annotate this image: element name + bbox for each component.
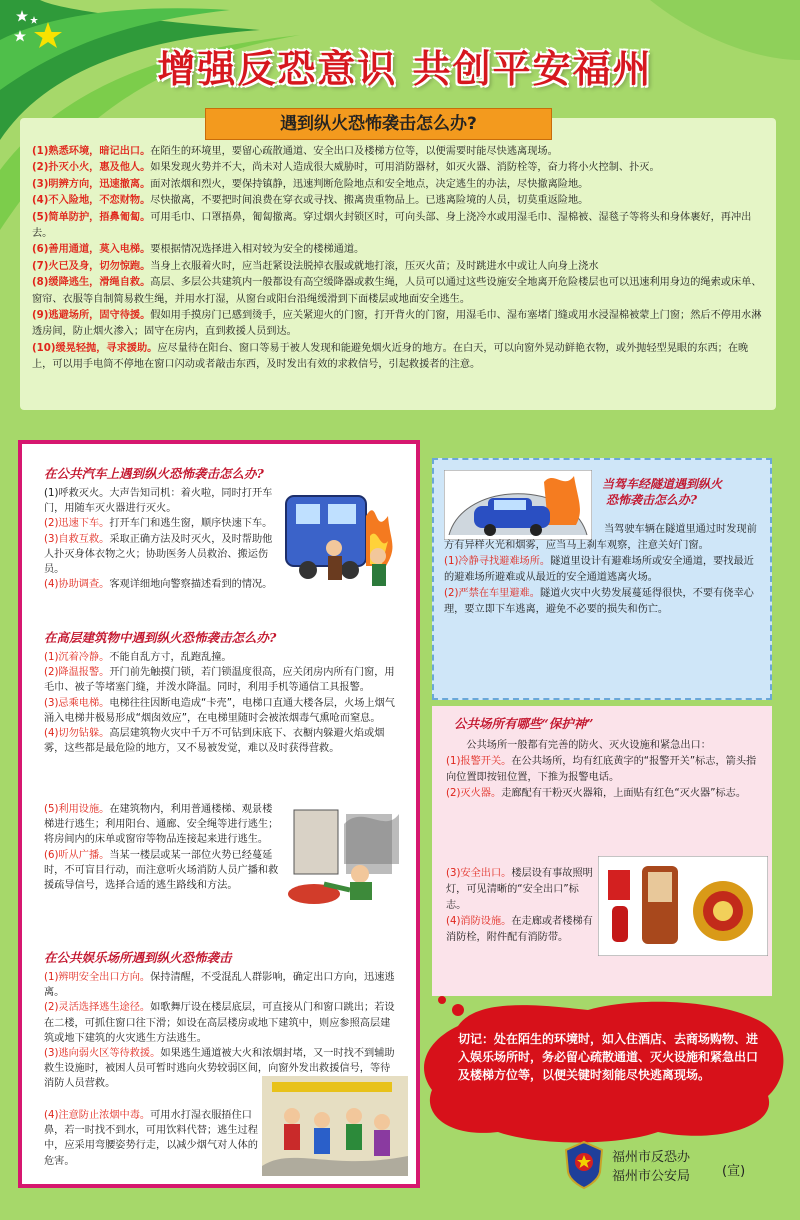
tunnel-list (444, 522, 764, 618)
crowd-escape-illustration (262, 1076, 408, 1176)
footer-org-1: 福州市反恐办 (612, 1150, 691, 1165)
top-list (32, 144, 768, 374)
top-item: (7)火已及身，切勿惊跑。当身上衣服着火时，应当赶紧设法脱掉衣服或就地打滚，压灭火苗；及时跳进水中或让人向身上浇水 (32, 260, 599, 272)
list-item: (2)迅速下车。打开车门和逃生窗，顺序快速下车。 (44, 518, 273, 530)
list-item: (4)协助调查。客观详细地向警察描述看到的情况。 (44, 579, 273, 591)
footer-suffix: (宣) (722, 1164, 746, 1179)
top-item: (9)逃避场所，固守待援。假如用手摸房门已感到烫手，应关紧迎火的门窗，打开背火的门窗，用湿毛巾、湿布塞堵门缝或用水浸湿棉被蒙上门窗；然后不停用水淋透房间，防止烟火渗入；固守在房内，直到救援人员到达。 (32, 310, 762, 338)
top-item: (4)不入险地，不恋财物。尽快撤离，不要把时间浪费在穿衣或寻找、搬离贵重物品上。已逃离险境的人员，切莫重返险地。 (32, 195, 589, 207)
highrise-section-title: 在高层建筑物中遇到纵火恐怖袭击怎么办? (44, 630, 277, 645)
entertainment-list-last (44, 1108, 264, 1169)
guardian-title: 公共场所有哪些“保护神” (454, 716, 594, 731)
reminder-text: 切记：处在陌生的环境时，如入住酒店、去商场购物、进入娱乐场所时，务必留心疏散通道、灭火设施和紧急出口及楼梯方位等，以便关键时刻能尽快逃离现场。 (458, 1032, 759, 1082)
guardian-list-top (446, 738, 762, 802)
top-item: (1)熟悉环境，暗记出口。在陌生的环境里，要留心疏散通道、安全出口及楼梯方位等，以便需要时能尽快逃离现场。 (32, 146, 558, 157)
list-item: (1)报警开关。在公共场所，均有红底黄字的“报警开关”标志，箭头指向位置即按钮位置，下推为报警电话。 (446, 756, 757, 783)
top-item: (3)明辨方向，迅速撤离。面对浓烟和烈火，要保持镇静，迅速判断危险地点和安全地点，决定逃生的办法，尽快撤离险地。 (32, 178, 589, 190)
guardian-list-bottom (446, 866, 598, 946)
entertainment-list-top (44, 970, 398, 1046)
guardian-intro: 公共场所一般都有完善的防火、灭火设施和紧急出口： (466, 740, 711, 751)
star-icon (30, 16, 38, 24)
top-item: (8)缓降逃生，滑绳自救。高层、多层公共建筑内一般都设有高空缓降器或救生绳，人员可以通过这些设施安全地离开危险楼层也可以迅速利用身边的绳索或床单、窗帘、衣服等自制简易救生绳，并用水打湿，从窗台或阳台沿绳缓滑到下面楼层或地面安全逃生。 (32, 277, 762, 305)
entertainment-section-title: 在公共娱乐场所遇到纵火恐怖袭击 (44, 950, 232, 965)
section-subtitle: 遇到纵火恐怖袭击怎么办? (205, 108, 552, 140)
tunnel-intro: 当驾驶车辆在隧道里通过时发现前方有异样火光和烟雾，应当马上刹车观察，注意关好门窗。 (444, 524, 757, 551)
list-item: (2)降温报警。开门前先触摸门锁，若门锁温度很高，应关闭房内所有门窗，用毛巾、被子等堵塞门缝，并泼水降温。同时，利用手机等通信工具报警。 (44, 667, 395, 694)
list-item: (3)安全出口。楼层设有事故照明灯，可见清晰的“安全出口”标志。 (446, 868, 593, 911)
police-badge-icon (562, 1140, 606, 1190)
list-item: (1)沉着冷静。不能自乱方寸，乱跑乱撞。 (44, 652, 232, 663)
top-item: (10)缓晃轻抛，寻求援助。应尽量待在阳台、窗口等易于被人发现和能避免烟火近身的地方。在白天，可以向窗外晃动鲜艳衣物，或外抛轻型晃眼的东西；在晚上，可以用手电筒不停地在窗口闪动或者敲击东西，及时发出有效的求救信号，引起救援者的注意。 (32, 342, 749, 371)
star-icon (14, 30, 26, 42)
top-item: (6)善用通道，莫入电梯。要根据情况选择进入相对较为安全的楼梯通道。 (32, 244, 365, 256)
highrise-escape-illustration (284, 804, 404, 914)
list-item: (1)辨明安全出口方向。保持清醒，不受混乱人群影响，确定出口方向，迅速逃离。 (44, 972, 395, 999)
highrise-list-bottom (44, 802, 282, 893)
highrise-list-top (44, 650, 398, 756)
top-item: (5)简单防护，捂鼻匍匐。可用毛巾、口罩捂鼻，匍匐撤离。穿过烟火封锁区时，可向头部、身上浇冷水或用湿毛巾、湿棉被、湿毯子等将头和身体裹好，再冲出去。 (32, 211, 752, 240)
list-item: (1)冷静寻找避难场所。隧道里设计有避难场所或安全通道，要找最近的避难场所避难或从最近的安全通道逃离火场。 (444, 556, 754, 583)
list-item: (5)利用设施。在建筑物内，利用普通楼梯、观景楼梯进行逃生；利用阳台、通廊、安全绳等进行逃生；将房间内的床单或窗帘等物品连接起来进行逃生。 (44, 804, 279, 846)
list-item: (4)切勿钻躲。高层建筑物火灾中千万不可钻到床底下、衣橱内躲避火焰或烟雾，这些都是最危险的地方，又不易被发觉，难以及时获得营救。 (44, 728, 385, 755)
bus-list (44, 486, 274, 592)
footer-orgs (612, 1148, 690, 1186)
top-panel (20, 118, 776, 410)
bus-section-title: 在公共汽车上遇到纵火恐怖袭击怎么办? (44, 466, 264, 481)
top-item: (2)扑灭小火，惠及他人。如果发现火势并不大，尚未对人造成很大威胁时，可用消防器材，如灭火器、消防栓等，奋力将小火控制、扑灭。 (32, 162, 660, 174)
bus-fire-illustration (278, 486, 408, 596)
list-item: (2)严禁在车里避难。隧道火灾中火势发展蔓延得很快，不要有侥幸心理，要立即下车逃离，避免不必要的损失和伤亡。 (444, 588, 754, 615)
star-icon (16, 10, 28, 22)
poster-title: 增强反恐意识 共创平安福州 (157, 47, 653, 91)
list-item: (3)忌乘电梯。电梯往往因断电造成“卡壳”，电梯口直通大楼各层，火场上烟气涌入电梯井极易形成“烟囱效应”，在电梯里随时会被浓烟毒气熏呛而窒息。 (44, 697, 395, 724)
list-item: (2)灭火器。走廊配有干粉灭火器箱，上面贴有红色“灭火器”标志。 (446, 788, 747, 799)
fire-equipment-illustration (598, 856, 768, 956)
list-item: (3)自救互救。采取正确方法及时灭火，及时帮助他人扑灭身体衣物之火；协助医务人员救治、搬运伤员。 (44, 533, 273, 576)
star-icon (34, 22, 62, 48)
list-item: (3)逃向弱火区等待救援。如果逃生通道被大火和浓烟封堵，又一时找不到辅助救生设施时，被困人员可暂时逃向火势较弱区间，向窗外发出救援信号，等待消防人员营救。 (44, 1048, 395, 1090)
tunnel-title-line2: 恐怖袭击怎么办? (606, 493, 698, 507)
list-item: (4)消防设施。在走廊或者楼梯有消防栓，附件配有消防带。 (446, 916, 593, 943)
tunnel-title (602, 476, 768, 508)
tunnel-title-line1: 当驾车经隧道遇到纵火 (602, 477, 723, 491)
guardian-panel (432, 706, 772, 996)
list-item: (2)灵活选择逃生途径。如歌舞厅设在楼层底层，可直接从门和窗口跳出；若设在二楼，可抓住窗口往下滑；如设在高层楼房或地下建筑中，则应参照高层建筑或地下建筑的火灾逃生方法逃生。 (44, 1002, 395, 1044)
list-item: (6)听从广播。当某一楼层或某一部位火势已经蔓延时，不可盲目行动，而注意听火场消防人员广播和救援疏导信号，选择合适的逃生路线和方法。 (44, 849, 279, 892)
left-panel (18, 440, 420, 1188)
list-item: (1)呼救灭火。大声告知司机：着火啦，同时打开车门，用随车灭火器进行灭火。 (44, 488, 273, 515)
footer-org-2: 福州市公安局 (612, 1169, 691, 1184)
list-item: (4)注意防止浓烟中毒。可用水打湿衣服捂住口鼻，若一时找不到水，可用饮料代替；逃生过程中，应采用弯腰姿势行走，以减少烟气对人体的危害。 (44, 1110, 258, 1167)
tunnel-panel (432, 458, 772, 700)
